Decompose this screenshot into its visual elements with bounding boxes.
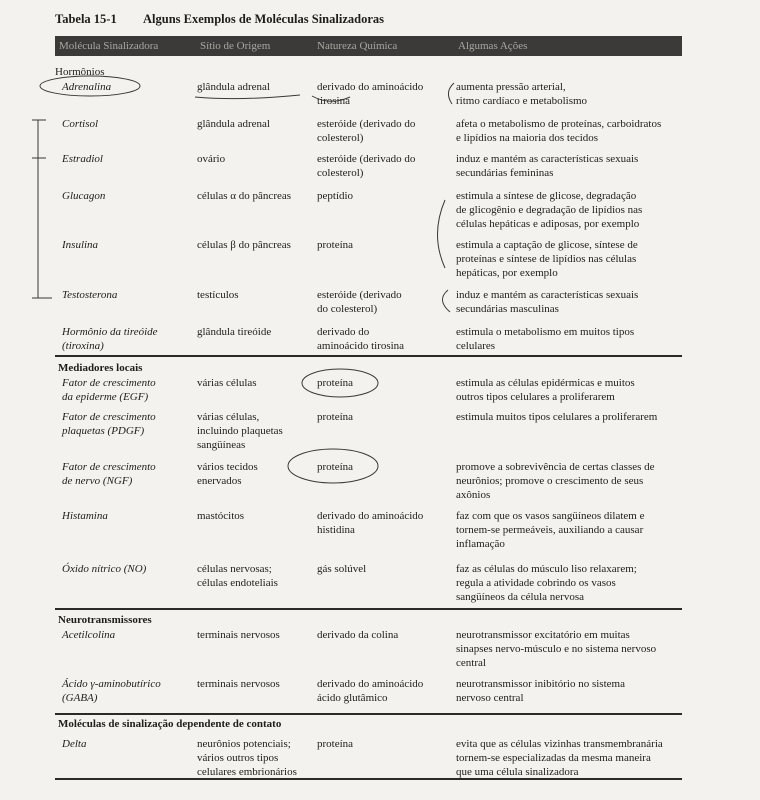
cell-line: glândula adrenal bbox=[197, 81, 270, 93]
cell-line: regula a atividade cobrindo os vasos bbox=[456, 577, 616, 589]
cell-line: ovário bbox=[197, 153, 226, 165]
cell-line: que uma célula sinalizadora bbox=[456, 766, 579, 778]
cell-line: (tiroxina) bbox=[62, 340, 104, 352]
cell-line: Testosterona bbox=[62, 289, 118, 301]
cell-line: faz as células do músculo liso relaxarem; bbox=[456, 563, 637, 575]
cell-line: afeta o metabolismo de proteínas, carboidratos bbox=[456, 118, 662, 130]
cell-line: células endoteliais bbox=[197, 577, 278, 589]
cell-line: esteróide (derivado do bbox=[317, 118, 416, 130]
cell-line: tornem-se permeáveis, auxiliando a causar bbox=[456, 524, 644, 536]
section-heading-hormones: Hormônios bbox=[55, 66, 105, 78]
cell-line: do colesterol) bbox=[317, 303, 378, 315]
cell-line: celulares bbox=[456, 340, 496, 352]
cell-line: Estradiol bbox=[62, 153, 103, 165]
cell-line: células α do pâncreas bbox=[197, 190, 292, 202]
cell-line: aumenta pressão arterial, bbox=[456, 81, 566, 93]
table-number: Tabela 15-1 bbox=[55, 12, 117, 26]
cell-line: Acetilcolina bbox=[62, 629, 116, 641]
section-heading-neurotransmitters: Neurotransmissores bbox=[58, 614, 152, 626]
cell-line: proteínas e síntese de lipídios nas células bbox=[456, 253, 637, 265]
cell-line: proteína bbox=[317, 377, 354, 389]
cell-line: Ácido γ-aminobutírico bbox=[62, 678, 161, 690]
cell-line: várias células, bbox=[197, 411, 260, 423]
cell-line: testículos bbox=[197, 289, 239, 301]
cell-line: neurotransmissor inibitório no sistema bbox=[456, 678, 625, 690]
cell-line: sangüíneas bbox=[197, 439, 246, 451]
cell-line: ritmo cardíaco e metabolismo bbox=[456, 95, 588, 107]
cell-line: Hormônio da tireóide bbox=[62, 326, 158, 338]
cell-line: de glicogênio e degradação de lipídios nas bbox=[456, 204, 643, 216]
cell-line: colesterol) bbox=[317, 167, 364, 179]
cell-line: tirosina bbox=[317, 95, 350, 107]
cell-line: aminoácido tirosina bbox=[317, 340, 405, 352]
cell-line: promove a sobrevivência de certas classes de bbox=[456, 461, 655, 473]
cell-line: sinapses nervo-músculo e no sistema nervoso bbox=[456, 643, 657, 655]
cell-line: derivado do aminoácido bbox=[317, 510, 424, 522]
cell-line: outros tipos celulares a proliferarem bbox=[456, 391, 615, 403]
cell-line: glândula tireóide bbox=[197, 326, 272, 338]
cell-line: hepáticas, por exemplo bbox=[456, 267, 558, 279]
cell-line: células β do pâncreas bbox=[197, 239, 291, 251]
cell-line: Cortisol bbox=[62, 118, 99, 130]
cell-line: proteína bbox=[317, 239, 354, 251]
cell-line: derivado do aminoácido bbox=[317, 678, 424, 690]
cell-line: terminais nervosos bbox=[197, 678, 280, 690]
cell-line: derivado do bbox=[317, 326, 370, 338]
cell-line: celulares embrionários bbox=[197, 766, 297, 778]
cell-line: mastócitos bbox=[197, 510, 245, 522]
cell-line: neurônios; promove o crescimento de seus bbox=[456, 475, 644, 487]
cell-line: tornem-se especializadas da mesma maneira bbox=[456, 752, 651, 764]
cell-line: células hepáticas e adiposas, por exemplo bbox=[456, 218, 640, 230]
column-header-molecule: Molécula Sinalizadora bbox=[59, 40, 159, 52]
cell-line: estimula o metabolismo em muitos tipos bbox=[456, 326, 635, 338]
cell-line: induz e mantém as características sexuais bbox=[456, 153, 639, 165]
section-heading-local-mediators: Mediadores locais bbox=[58, 362, 143, 374]
cell-line: neurotransmissor excitatório em muitas bbox=[456, 629, 630, 641]
cell-line: (GABA) bbox=[62, 692, 98, 704]
column-header-actions: Algumas Ações bbox=[458, 40, 528, 52]
cell-line: derivado do aminoácido bbox=[317, 81, 424, 93]
cell-line: proteína bbox=[317, 411, 354, 423]
cell-line: faz com que os vasos sangüíneos dilatem e bbox=[456, 510, 645, 522]
cell-line: Insulina bbox=[62, 239, 99, 251]
cell-line: central bbox=[456, 657, 486, 669]
cell-line: Adrenalina bbox=[62, 81, 112, 93]
cell-line: Delta bbox=[62, 738, 87, 750]
cell-line: glândula adrenal bbox=[197, 118, 270, 130]
cell-line: peptídio bbox=[317, 190, 354, 202]
cell-line: colesterol) bbox=[317, 132, 364, 144]
cell-line: sangüíneos da célula nervosa bbox=[456, 591, 584, 603]
cell-line: células nervosas; bbox=[197, 563, 272, 575]
cell-line: estimula a síntese de glicose, degradação bbox=[456, 190, 637, 202]
cell-line: secundárias femininas bbox=[456, 167, 554, 179]
cell-line: Histamina bbox=[62, 510, 108, 522]
cell-line: evita que as células vizinhas transmembranária bbox=[456, 738, 663, 750]
cell-line: neurônios potenciais; bbox=[197, 738, 291, 750]
cell-line: derivado da colina bbox=[317, 629, 399, 641]
cell-line: inflamação bbox=[456, 538, 505, 550]
column-header-origin: Sítio de Origem bbox=[200, 40, 271, 52]
cell-line: de nervo (NGF) bbox=[62, 475, 133, 487]
cell-line: estimula as células epidérmicas e muitos bbox=[456, 377, 635, 389]
cell-line: esteróide (derivado bbox=[317, 289, 402, 301]
cell-line: estimula muitos tipos celulares a proliferarem bbox=[456, 411, 658, 423]
cell-line: terminais nervosos bbox=[197, 629, 280, 641]
cell-line: incluindo plaquetas bbox=[197, 425, 283, 437]
cell-line: histidina bbox=[317, 524, 355, 536]
cell-line: enervados bbox=[197, 475, 242, 487]
cell-line: nervoso central bbox=[456, 692, 524, 704]
cell-line: Fator de crescimento bbox=[62, 411, 156, 423]
cell-line: vários outros tipos bbox=[197, 752, 279, 764]
cell-line: Fator de crescimento bbox=[62, 461, 156, 473]
cell-line: Óxido nítrico (NO) bbox=[62, 563, 147, 575]
cell-line: proteína bbox=[317, 461, 354, 473]
cell-line: proteína bbox=[317, 738, 354, 750]
column-header-nature: Natureza Química bbox=[317, 40, 398, 52]
cell-line: ácido glutâmico bbox=[317, 692, 388, 704]
cell-line: induz e mantém as características sexuais bbox=[456, 289, 639, 301]
section-heading-contact-dependent: Moléculas de sinalização dependente de contato bbox=[58, 718, 282, 730]
cell-line: várias células bbox=[197, 377, 257, 389]
cell-line: esteróide (derivado do bbox=[317, 153, 416, 165]
cell-line: da epiderme (EGF) bbox=[62, 391, 149, 403]
cell-line: plaquetas (PDGF) bbox=[62, 425, 145, 437]
cell-line: secundárias masculinas bbox=[456, 303, 559, 315]
cell-line: axônios bbox=[456, 489, 491, 501]
cell-line: estimula a captação de glicose, síntese de bbox=[456, 239, 638, 251]
table-title: Alguns Exemplos de Moléculas Sinalizadoras bbox=[143, 12, 384, 26]
cell-line: e lipídios na maioria dos tecidos bbox=[456, 132, 599, 144]
cell-line: vários tecidos bbox=[197, 461, 258, 473]
cell-line: gás solúvel bbox=[317, 563, 367, 575]
cell-line: Fator de crescimento bbox=[62, 377, 156, 389]
cell-line: Glucagon bbox=[62, 190, 106, 202]
